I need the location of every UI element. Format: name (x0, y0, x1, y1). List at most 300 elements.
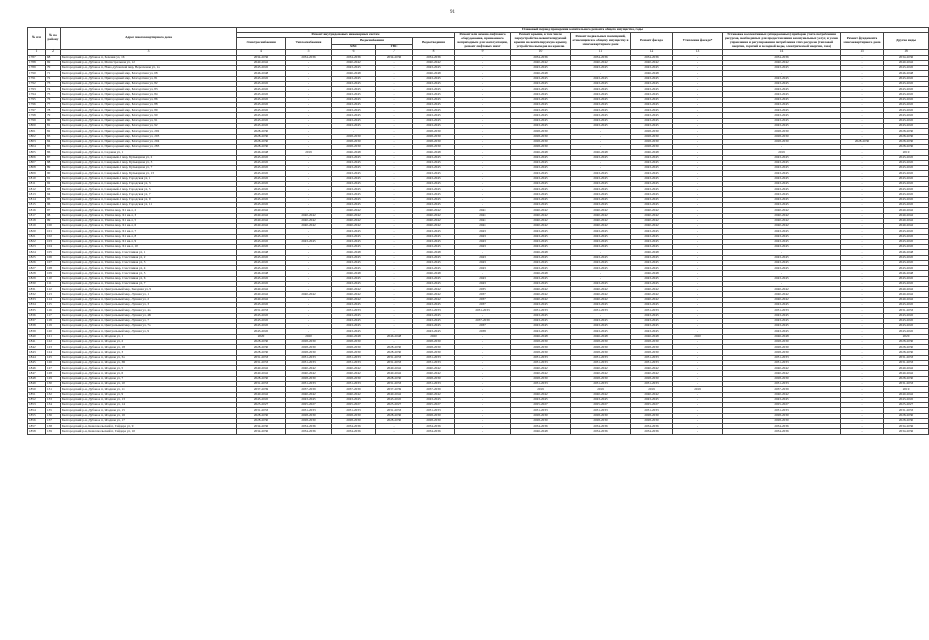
table-cell: - (723, 271, 841, 276)
table-cell: 2043-2045 (884, 324, 929, 329)
table-cell: 2028-2030 (413, 129, 455, 134)
table-cell: - (673, 139, 723, 144)
table-cell: 2028-2030 (723, 376, 841, 381)
table-cell: 2043-2045 (631, 397, 673, 402)
table-cell: 2040-2042 (884, 208, 929, 213)
table-cell: 2025-2027 (723, 403, 841, 408)
column-number: 10 (511, 49, 571, 55)
table-cell: - (286, 102, 332, 107)
table-cell: - (376, 97, 413, 102)
table-cell: 2031-2033 (631, 308, 673, 313)
table-cell: - (841, 202, 884, 207)
address-cell: Белгородский р-н, Дубовое п, Улитка мкр, Счастливая ул, 7 (61, 281, 237, 286)
table-cell: 2040-2042 (332, 218, 376, 223)
table-cell: 1804 (28, 145, 46, 150)
table-cell: 2043-2045 (723, 171, 841, 176)
table-cell: 2043-2045 (723, 176, 841, 181)
table-cell: 2031-2033 (237, 355, 286, 360)
table-cell: - (673, 192, 723, 197)
table-cell: 2043-2045 (237, 245, 286, 250)
table-cell: - (455, 160, 511, 165)
table-cell: 136 (46, 413, 61, 418)
table-cell: - (673, 318, 723, 323)
table-cell: 2043-2045 (723, 166, 841, 171)
table-cell: 2028-2030 (511, 139, 571, 144)
table-cell: - (673, 397, 723, 402)
table-cell: 2040-2042 (511, 371, 571, 376)
table-cell: 1815 (28, 202, 46, 207)
table-cell: 2040-2042 (571, 287, 631, 292)
table-cell: 2043-2045 (237, 97, 286, 102)
table-cell: 1792 (28, 81, 46, 86)
table-cell: 2043-2045 (413, 260, 455, 265)
table-cell: - (673, 176, 723, 181)
header-num-district: № по району (46, 28, 61, 50)
table-cell: 2028-2030 (723, 345, 841, 350)
table-cell: 2043-2045 (511, 155, 571, 160)
address-cell: Белгородский р-н, Дубовое п, Улитка мкр, Х1 кв-л, 5 (61, 218, 237, 223)
table-cell: - (841, 123, 884, 128)
table-cell: 2028-2030 (571, 339, 631, 344)
table-cell: - (673, 424, 723, 429)
table-cell: - (841, 145, 884, 150)
address-cell: Белгородский р-н, Дубовое п, Пригородный мкр, Благодатная ул, 90 (61, 113, 237, 118)
table-cell: - (673, 181, 723, 186)
header-insulation: Утепление фасада* (673, 32, 723, 49)
table-cell: 2043-2045 (332, 260, 376, 265)
table-cell: 2043-2045 (511, 202, 571, 207)
address-cell: Белгородский р-н, Дубовое п, Ягодная ул, 18 (61, 345, 237, 350)
table-cell: 2043-2045 (511, 397, 571, 402)
table-cell: - (455, 118, 511, 123)
table-cell: 2043-2045 (631, 313, 673, 318)
table-cell: 2043-2045 (571, 176, 631, 181)
table-cell: - (376, 224, 413, 229)
table-cell: 2031-2033 (376, 408, 413, 413)
table-cell: - (841, 76, 884, 81)
table-cell: 2043-2045 (237, 155, 286, 160)
table-cell: 2043-2045 (884, 166, 929, 171)
table-cell: 2034-2036 (631, 55, 673, 60)
table-cell: 2028-2030 (332, 413, 376, 418)
table-cell: 2028-2030 (286, 413, 332, 418)
table-cell: - (376, 181, 413, 186)
table-cell: - (841, 224, 884, 229)
table-cell: 2043-2045 (332, 81, 376, 86)
address-cell: Белгородский р-н, Дубовое п, Центральный мкр, Лунная ул, 7 (61, 318, 237, 323)
table-cell: 2046-2048 (413, 250, 455, 255)
table-cell: - (455, 113, 511, 118)
table-cell: 2034-2036 (631, 424, 673, 429)
table-cell: - (286, 97, 332, 102)
address-cell: Белгородский р-н, Дубовое п, Пригородный мкр, Благодатная ул, 204 (61, 139, 237, 144)
table-cell: - (841, 303, 884, 308)
table-cell: 2028-2030 (723, 418, 841, 423)
table-cell: 2043-2045 (884, 255, 929, 260)
table-cell: 2043-2045 (884, 113, 929, 118)
table-cell: 2043-2045 (237, 181, 286, 186)
table-cell: 2040-2042 (332, 208, 376, 213)
address-cell: Белгородский р-н, Дубовое п, Ягодная ул, 3а (61, 355, 237, 360)
table-cell: 109 (46, 271, 61, 276)
address-cell: Белгородский р-н, Дубовое п, Центральный мкр, Звездная ул, 9 (61, 287, 237, 292)
table-cell: 1813 (28, 192, 46, 197)
table-cell: 2040-2042 (631, 208, 673, 213)
table-cell: 2043-2045 (723, 118, 841, 123)
table-cell: 2043-2045 (413, 192, 455, 197)
table-cell: 2034-2036 (723, 424, 841, 429)
table-cell: 2034-2036 (286, 55, 332, 60)
table-cell: - (376, 250, 413, 255)
table-cell: - (841, 129, 884, 134)
table-cell: 2046-2048 (413, 271, 455, 276)
table-cell: 2028-2030 (413, 350, 455, 355)
table-cell: 1841 (28, 339, 46, 344)
address-cell: Белгородский р-н, Дубовое п, Северный-1 мкр, Бульварная ул, 7 (61, 166, 237, 171)
table-cell: - (571, 166, 631, 171)
table-cell: - (673, 76, 723, 81)
table-cell: 2043-2045 (884, 102, 929, 107)
table-cell: 100 (46, 224, 61, 229)
table-cell: - (376, 160, 413, 165)
table-cell: - (455, 145, 511, 150)
table-cell: 2043-2045 (631, 260, 673, 265)
table-cell: - (841, 339, 884, 344)
table-cell: 2031-2033 (237, 308, 286, 313)
table-cell: 2043-2045 (884, 81, 929, 86)
table-cell: - (286, 229, 332, 234)
table-cell: 128 (46, 371, 61, 376)
table-cell: 1836 (28, 313, 46, 318)
table-cell: 2043-2045 (511, 276, 571, 281)
table-cell: 2043-2045 (884, 266, 929, 271)
table-cell: 2043-2045 (332, 118, 376, 123)
table-cell: - (286, 276, 332, 281)
table-cell: 1795 (28, 97, 46, 102)
table-cell: - (673, 339, 723, 344)
table-cell: 78 (46, 108, 61, 113)
table-cell: 1851 (28, 392, 46, 397)
table-cell: - (376, 329, 413, 334)
table-cell: - (286, 255, 332, 260)
address-cell: Белгородский р-н, Дубовое п, Северный-1 мкр, Бульварная ул, 2 (61, 155, 237, 160)
table-cell: 2043-2045 (571, 324, 631, 329)
table-cell: 2046-2048 (332, 71, 376, 76)
table-cell: - (673, 392, 723, 397)
table-cell: 2040-2042 (332, 292, 376, 297)
table-cell: 1828 (28, 271, 46, 276)
table-cell: 105 (46, 250, 61, 255)
table-cell: 2043-2045 (413, 181, 455, 186)
header-lift: Ремонт или замена лифтового оборудования, признанного непригодным для эксплуатации, ремонт лифтовых шахт (455, 32, 511, 49)
table-cell: - (376, 318, 413, 323)
table-cell: 2043-2045 (332, 155, 376, 160)
table-cell: 2043-2045 (631, 187, 673, 192)
table-cell: - (455, 403, 511, 408)
table-cell: 2028-2030 (286, 376, 332, 381)
table-cell: 119 (46, 324, 61, 329)
table-cell: 72 (46, 76, 61, 81)
table-cell: 2043-2045 (511, 181, 571, 186)
table-cell: - (455, 76, 511, 81)
table-cell: - (841, 118, 884, 123)
table-cell: 2031-2033 (723, 408, 841, 413)
table-cell: 2043 (455, 260, 511, 265)
table-cell: - (841, 271, 884, 276)
table-cell: 2031-2033 (631, 360, 673, 365)
table-cell: - (841, 113, 884, 118)
table-cell: 2043-2045 (571, 123, 631, 128)
table-cell: - (673, 97, 723, 102)
table-cell: 2043-2045 (884, 97, 929, 102)
address-cell: Белгородский р-н, Дубовое п, Центральный мкр, Лунная ул, 4а (61, 308, 237, 313)
table-cell: 2040-2042 (884, 371, 929, 376)
address-cell: Белгородский р-н, Дубовое п, Улитка мкр, Х1 кв-л, 6 (61, 224, 237, 229)
table-cell: 2040-2042 (631, 213, 673, 218)
table-cell: 2040-2042 (631, 392, 673, 397)
table-cell: - (455, 166, 511, 171)
table-cell: 2040-2042 (631, 287, 673, 292)
table-cell: 2025-2027 (511, 403, 571, 408)
table-cell: - (841, 408, 884, 413)
table-cell: 2028-2030 (237, 418, 286, 423)
table-cell: - (673, 197, 723, 202)
table-cell: 2043-2045 (571, 155, 631, 160)
table-cell: 2034-2036 (286, 429, 332, 434)
table-cell: 1808 (28, 166, 46, 171)
table-cell: 2043-2045 (723, 229, 841, 234)
table-cell: 2046-2048 (511, 271, 571, 276)
table-cell: - (376, 255, 413, 260)
table-cell: - (673, 418, 723, 423)
table-cell: 1810 (28, 176, 46, 181)
table-cell: 2043-2045 (723, 260, 841, 265)
table-cell: - (673, 413, 723, 418)
table-cell: - (673, 81, 723, 86)
table-cell: 2043-2045 (237, 303, 286, 308)
table-cell: 2028-2030 (376, 350, 413, 355)
table-cell: 2043-2045 (884, 155, 929, 160)
table-cell: 125 (46, 355, 61, 360)
table-cell: 2028-2030 (237, 129, 286, 134)
table-cell: - (841, 245, 884, 250)
table-cell: 2040-2042 (723, 218, 841, 223)
table-cell: 2043-2045 (884, 197, 929, 202)
table-cell: 1818 (28, 218, 46, 223)
table-cell: 2040-2042 (413, 287, 455, 292)
table-cell: 2043-2045 (631, 76, 673, 81)
table-cell: 2043-2045 (413, 329, 455, 334)
table-cell: - (376, 145, 413, 150)
table-cell: 2043-2045 (884, 318, 929, 323)
table-cell: 80 (46, 118, 61, 123)
table-cell: 2046-2048 (723, 334, 841, 339)
table-cell: 117 (46, 313, 61, 318)
table-cell: 2040-2042 (723, 297, 841, 302)
address-cell: Белгородский р-н, Дубовое п, Улитка мкр, Счастливая ул, 1 (61, 250, 237, 255)
table-cell: 2043-2045 (511, 266, 571, 271)
table-cell: 2028-2030 (332, 339, 376, 344)
table-cell: 116 (46, 308, 61, 313)
table-cell: 2043-2045 (723, 324, 841, 329)
table-cell: 2043-2045 (571, 318, 631, 323)
table-cell: 2043-2045 (631, 66, 673, 71)
table-cell: 2043-2045 (884, 192, 929, 197)
table-cell: - (376, 271, 413, 276)
table-cell: - (841, 102, 884, 107)
address-cell: Белгородский р-н, Дубовое п, Улитка мкр, Х1 кв-л, 8 (61, 234, 237, 239)
table-cell: 2046-2048 (571, 150, 631, 155)
table-cell: - (841, 360, 884, 365)
table-cell: 90 (46, 171, 61, 176)
table-cell: 2043-2045 (332, 276, 376, 281)
table-cell: 2040-2042 (413, 60, 455, 65)
table-cell: 2043-2045 (332, 160, 376, 165)
table-cell: 2040-2042 (237, 218, 286, 223)
table-cell: 2040-2042 (631, 366, 673, 371)
table-cell: 2028-2030 (332, 139, 376, 144)
table-cell: 2040-2042 (631, 297, 673, 302)
table-cell: 2043-2045 (723, 155, 841, 160)
table-cell: 2043-2045 (413, 118, 455, 123)
table-cell: - (376, 102, 413, 107)
table-cell: 2040-2042 (723, 208, 841, 213)
table-cell: - (455, 155, 511, 160)
table-cell: 2040-2042 (884, 224, 929, 229)
table-cell: - (673, 129, 723, 134)
table-cell: 1807 (28, 160, 46, 165)
table-cell: 2025-2027 (884, 403, 929, 408)
table-cell: 2028-2030 (413, 339, 455, 344)
table-cell: 2043-2045 (237, 255, 286, 260)
table-cell: 96 (46, 202, 61, 207)
table-cell: 2034-2036 (332, 424, 376, 429)
table-cell: - (841, 418, 884, 423)
table-cell: - (376, 429, 413, 434)
table-cell: 91 (46, 176, 61, 181)
table-cell: 1833 (28, 297, 46, 302)
table-cell: 2028-2030 (884, 339, 929, 344)
table-cell: 1842 (28, 345, 46, 350)
table-cell: 2028-2030 (631, 129, 673, 134)
table-cell: 2040-2042 (413, 224, 455, 229)
table-cell: 1830 (28, 281, 46, 286)
table-cell: - (673, 208, 723, 213)
address-cell: Белгородский р-н, Дубовое п, Ягодная ул, 6 (61, 371, 237, 376)
table-cell: 2043 (455, 266, 511, 271)
table-cell: 2046-2048 (376, 334, 413, 339)
table-cell: - (286, 329, 332, 334)
table-cell: 2020 (673, 334, 723, 339)
table-cell: - (841, 250, 884, 255)
table-cell: 2040-2042 (332, 297, 376, 302)
table-cell: - (723, 71, 841, 76)
table-cell: 2028-2030 (332, 418, 376, 423)
header-gvs: ГВС (376, 44, 413, 49)
page-number: 91 (450, 10, 455, 15)
table-cell: 2043-2045 (631, 181, 673, 186)
address-cell: Белгородский р-н, Дубовое п, Пригородный мкр, Благодатная ул, 88 (61, 102, 237, 107)
table-cell: 70 (46, 66, 61, 71)
table-cell: - (841, 87, 884, 92)
address-cell: Белгородский р-н, Дубовое п, Пригородный мкр, Благодатная ул, 202 (61, 129, 237, 134)
table-cell: 2043-2045 (631, 281, 673, 286)
table-cell: 2028-2030 (511, 418, 571, 423)
table-cell: - (673, 360, 723, 365)
table-cell: 2046-2048 (571, 334, 631, 339)
table-cell: 2043-2045 (723, 187, 841, 192)
table-cell: - (286, 245, 332, 250)
table-cell: 2034-2036 (332, 55, 376, 60)
table-cell: 2043-2045 (571, 202, 631, 207)
table-cell: 2043-2045 (723, 192, 841, 197)
table-cell: - (376, 129, 413, 134)
table-cell: - (455, 192, 511, 197)
table-cell: 2031-2033 (571, 408, 631, 413)
table-cell: - (841, 392, 884, 397)
table-cell: 2043-2045 (413, 318, 455, 323)
table-cell: 2034-2036 (884, 429, 929, 434)
table-cell: 2043-2045 (237, 397, 286, 402)
table-cell: 2043-2045 (237, 76, 286, 81)
table-cell: 2043-2045 (511, 245, 571, 250)
table-cell: 2043-2045 (332, 318, 376, 323)
table-cell: 2043-2045 (631, 329, 673, 334)
table-cell: 2028-2030 (841, 139, 884, 144)
table-cell: - (841, 324, 884, 329)
table-cell: - (286, 145, 332, 150)
table-cell: - (455, 355, 511, 360)
table-cell: 2040-2042 (571, 208, 631, 213)
address-cell: Белгородский р-н, Дубовое п, Пригородный мкр, Благодатная ул, 68 (61, 71, 237, 76)
table-cell: - (673, 71, 723, 76)
column-number: 6 (332, 49, 376, 55)
table-cell: 2043 (455, 234, 511, 239)
table-cell: - (286, 313, 332, 318)
table-cell: - (571, 134, 631, 139)
address-cell: Белгородский р-н, Дубовое п, Ягодная ул, 10 (61, 382, 237, 387)
table-cell: 2028-2030 (376, 376, 413, 381)
table-cell: - (723, 145, 841, 150)
table-cell: 2043-2045 (413, 97, 455, 102)
table-cell: 2040-2042 (286, 224, 332, 229)
table-cell: 1794 (28, 92, 46, 97)
table-cell: - (841, 429, 884, 434)
table-cell: 2040-2042 (631, 218, 673, 223)
table-cell: 2037 (455, 303, 511, 308)
table-cell: 77 (46, 102, 61, 107)
table-cell: - (673, 113, 723, 118)
address-cell: Белгородский р-н, Дубовое п, Улитка мкр, Счастливая ул, 6 (61, 276, 237, 281)
table-cell: 2046-2048 (884, 71, 929, 76)
table-cell: 2043-2045 (723, 303, 841, 308)
table-cell: 2043-2045 (631, 155, 673, 160)
table-cell: 85 (46, 145, 61, 150)
table-cell: 2043-2045 (413, 245, 455, 250)
table-cell: 1822 (28, 239, 46, 244)
table-cell: 2043-2045 (511, 118, 571, 123)
table-cell: 1855 (28, 413, 46, 418)
table-cell: 2025-2027 (332, 403, 376, 408)
table-cell: - (376, 166, 413, 171)
table-cell: 2028-2030 (631, 339, 673, 344)
table-cell: - (455, 418, 511, 423)
table-cell: 2028-2030 (376, 413, 413, 418)
table-cell: 1832 (28, 292, 46, 297)
table-cell: 2025-2027 (237, 403, 286, 408)
table-cell: 2043-2045 (571, 303, 631, 308)
table-cell: 2043-2045 (237, 123, 286, 128)
